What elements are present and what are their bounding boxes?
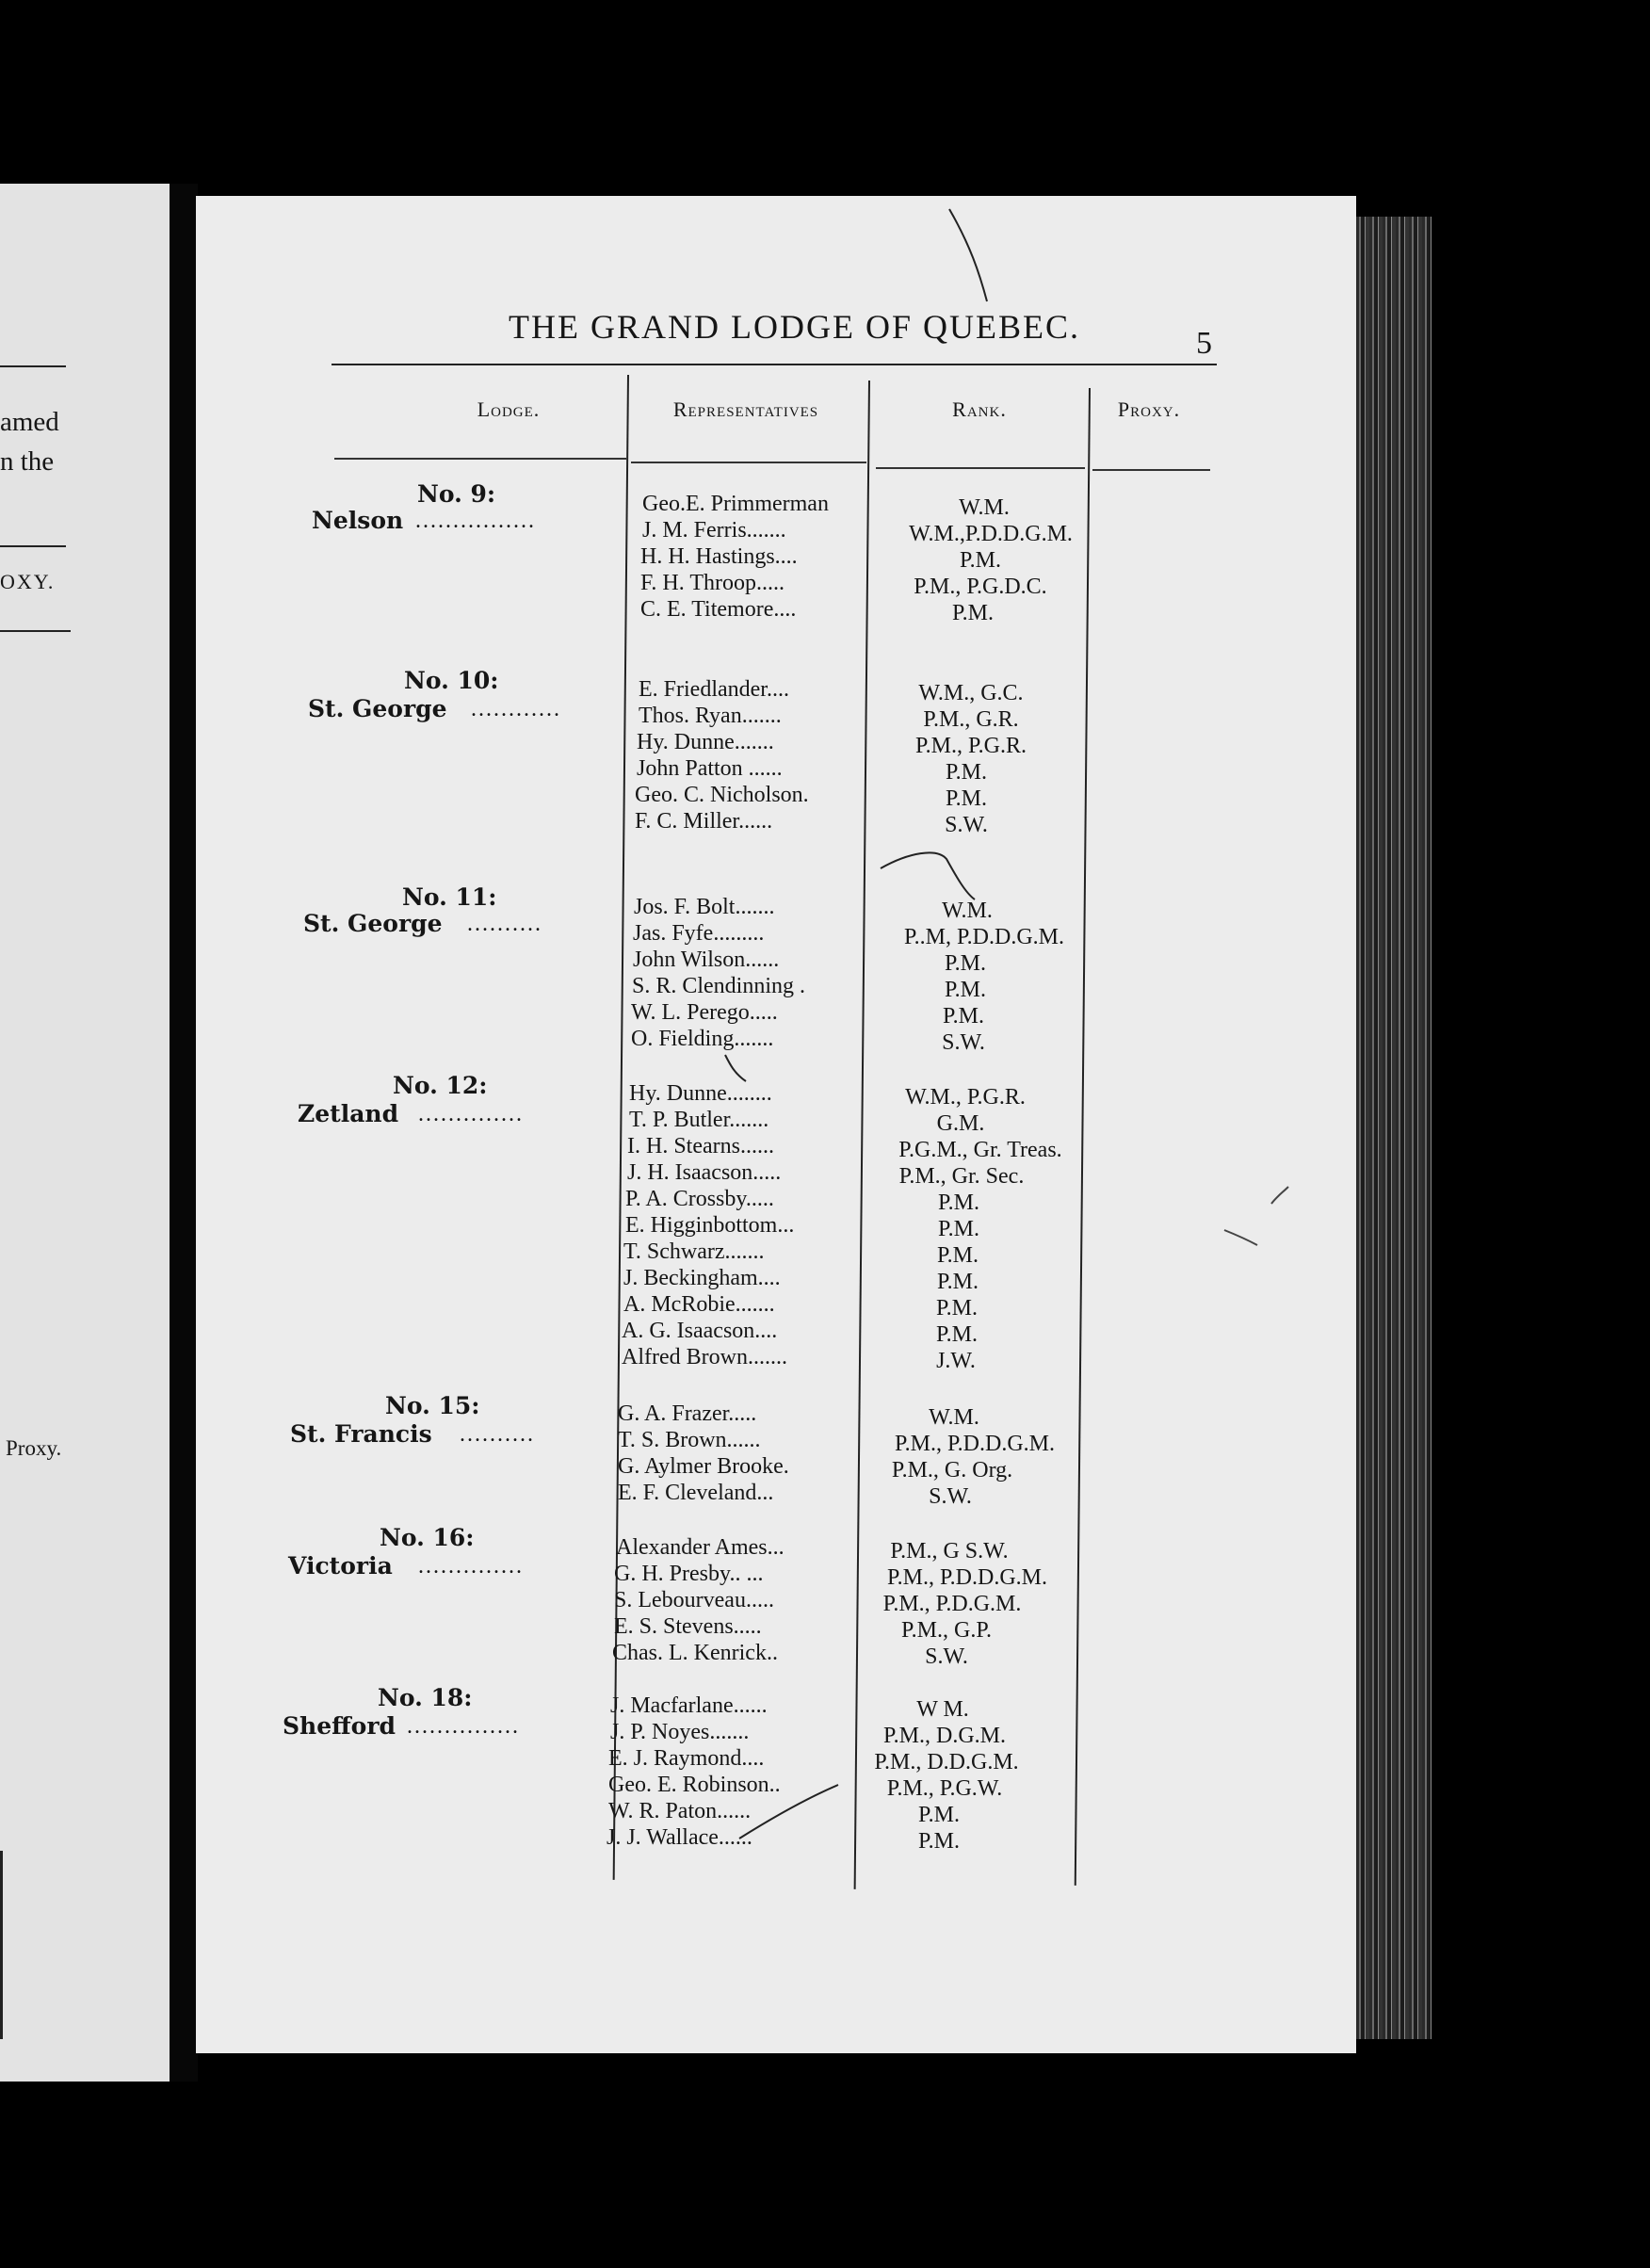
leader-dots: .............. (418, 1102, 524, 1126)
rank: P.M., Gr. Sec. (898, 1164, 1025, 1189)
column-header-proxy: Proxy. (1117, 397, 1181, 421)
rank: P.G.M., Gr. Treas. (898, 1138, 1062, 1162)
representative: J. Macfarlane...... (610, 1693, 768, 1718)
rank: P.M., P.G.D.C. (914, 575, 1047, 599)
rank: P.M. (944, 951, 987, 976)
rank: P.M., G. Org. (891, 1458, 1013, 1482)
leader-dots: ................ (415, 509, 536, 533)
representative: J. H. Isaacson..... (627, 1160, 782, 1185)
representative: E. Higginbottom... (625, 1213, 795, 1238)
rank: W M. (916, 1697, 969, 1722)
representative: T. Schwarz....... (623, 1239, 765, 1264)
rank: W.M., G.C. (918, 681, 1024, 705)
lodge-number: No. 9: (417, 480, 496, 508)
lodge-number: No. 15: (385, 1392, 480, 1419)
lodge-name: Nelson (312, 507, 404, 534)
lodge-name: St. George (308, 695, 447, 722)
rank: P.M. (945, 760, 988, 785)
representative: P. A. Crossby..... (625, 1187, 774, 1211)
rank: P.M., D.G.M. (882, 1724, 1007, 1748)
rank: S.W. (929, 1484, 972, 1509)
representative: J. J. Wallace...... (607, 1825, 752, 1850)
representative: Geo.E. Primmerman (642, 492, 829, 516)
representative: H. H. Hastings.... (640, 544, 798, 569)
page-number: 5 (1196, 326, 1212, 361)
leader-dots: ............... (407, 1714, 520, 1739)
rank: W.M. (959, 495, 1010, 520)
representative: C. E. Titemore.... (640, 597, 797, 622)
rank: P.M. (936, 1270, 979, 1294)
representative: Chas. L. Kenrick.. (612, 1641, 778, 1665)
rank: P..M, P.D.D.G.M. (903, 925, 1065, 949)
representative: S. R. Clendinning . (632, 974, 806, 998)
column-header-lodge: Lodge. (477, 397, 541, 421)
rank: P.M. (951, 601, 995, 625)
leader-dots: .......... (467, 912, 542, 936)
lodge-name: Zetland (298, 1100, 399, 1127)
representative: F. H. Throop..... (640, 571, 785, 595)
representative: Jos. F. Bolt....... (634, 895, 775, 919)
lodge-name: St. George (303, 910, 443, 937)
running-head: THE GRAND LODGE OF QUEBEC. (509, 308, 1080, 346)
representative: E. Friedlander.... (639, 677, 789, 702)
rank: P.M. (937, 1191, 980, 1215)
representative: Jas. Fyfe......... (633, 921, 765, 946)
left-fragment-2: n the (0, 446, 55, 477)
lodge-name: Shefford (283, 1712, 396, 1740)
representative: J. Beckingham.... (623, 1266, 781, 1290)
representative: A. McRobie....... (623, 1292, 775, 1317)
left-fragment-1: amed (0, 407, 59, 437)
rank: P.M. (917, 1803, 961, 1827)
rank: P.M. (937, 1217, 980, 1241)
representative: Hy. Dunne........ (629, 1081, 772, 1106)
representative: Geo. E. Robinson.. (608, 1773, 781, 1797)
representative: G. Aylmer Brooke. (618, 1454, 789, 1479)
rank: W.M., P.G.R. (905, 1085, 1026, 1110)
rank: P.M. (917, 1829, 961, 1854)
lodge-number: No. 10: (404, 667, 499, 694)
rank: P.M., P.D.G.M. (882, 1592, 1022, 1616)
lodge-number: No. 11: (402, 883, 497, 911)
lodge-number: No. 16: (380, 1524, 475, 1551)
representative: Thos. Ryan....... (639, 704, 782, 728)
representative: E. F. Cleveland... (618, 1481, 774, 1505)
representative: E. J. Raymond.... (608, 1746, 765, 1771)
rank: P.M., G S.W. (890, 1539, 1009, 1563)
representative: John Patton ...... (637, 756, 783, 781)
representative: Alexander Ames... (616, 1535, 785, 1560)
rank: P.M., P.D.D.G.M. (894, 1432, 1056, 1456)
rank: J.W. (936, 1349, 976, 1373)
representative: E. S. Stevens..... (614, 1614, 762, 1639)
representative: G. A. Frazer..... (618, 1401, 757, 1426)
rank: G.M. (936, 1111, 985, 1136)
lodge-number: No. 12: (393, 1072, 488, 1099)
representative: I. H. Stearns...... (627, 1134, 774, 1158)
rank: P.M. (942, 1004, 985, 1029)
representative: W. R. Paton...... (608, 1799, 752, 1823)
representative: G. H. Presby.. ... (614, 1562, 764, 1586)
rank: P.M., G.R. (923, 707, 1019, 732)
representative: J. M. Ferris....... (642, 518, 786, 543)
rank: S.W. (945, 813, 988, 837)
representative: A. G. Isaacson.... (622, 1319, 778, 1343)
leader-dots: .............. (418, 1554, 524, 1579)
rank: W.M. (942, 899, 993, 923)
rank: P.M., G.P. (900, 1618, 993, 1643)
column-header-rank: Rank. (952, 397, 1007, 421)
rank: P.M. (959, 548, 1002, 573)
representative: F. C. Miller...... (635, 809, 773, 834)
representative: T. S. Brown...... (618, 1428, 761, 1452)
rank: P.M. (935, 1296, 979, 1320)
rank: W.M.,P.D.D.G.M. (909, 522, 1073, 546)
representative: W. L. Perego..... (631, 1000, 778, 1025)
rank: P.M., P.G.W. (886, 1776, 1003, 1801)
rank: P.M. (935, 1322, 979, 1347)
lodge-number: No. 18: (378, 1684, 473, 1711)
representative: Alfred Brown....... (622, 1345, 787, 1369)
rank: P.M. (945, 786, 988, 811)
rank: P.M., D.D.G.M. (874, 1750, 1019, 1774)
column-header-representatives: Representatives (672, 397, 819, 421)
representative: Hy. Dunne....... (637, 730, 774, 754)
representative: T. P. Butler....... (629, 1108, 769, 1132)
rank: S.W. (925, 1644, 968, 1669)
left-fragment-4: Proxy. (6, 1436, 62, 1460)
representative: S. Lebourveau..... (614, 1588, 774, 1612)
representative: Geo. C. Nicholson. (635, 783, 809, 807)
representative: J. P. Noyes....... (610, 1720, 750, 1744)
representative: O. Fielding....... (631, 1027, 774, 1051)
rank: P.M., P.G.R. (914, 734, 1027, 758)
rank: P.M. (936, 1243, 979, 1268)
rank: P.M., P.D.D.G.M. (886, 1565, 1048, 1590)
rank: W.M. (929, 1405, 979, 1430)
representative: John Wilson...... (633, 948, 780, 972)
rank: P.M. (944, 978, 987, 1002)
lodge-name: St. Francis (290, 1420, 432, 1448)
lodge-name: Victoria (288, 1552, 393, 1580)
rank: S.W. (942, 1030, 985, 1055)
left-fragment-3: OXY. (0, 570, 56, 593)
leader-dots: ............ (471, 697, 561, 721)
leader-dots: .......... (460, 1422, 535, 1447)
